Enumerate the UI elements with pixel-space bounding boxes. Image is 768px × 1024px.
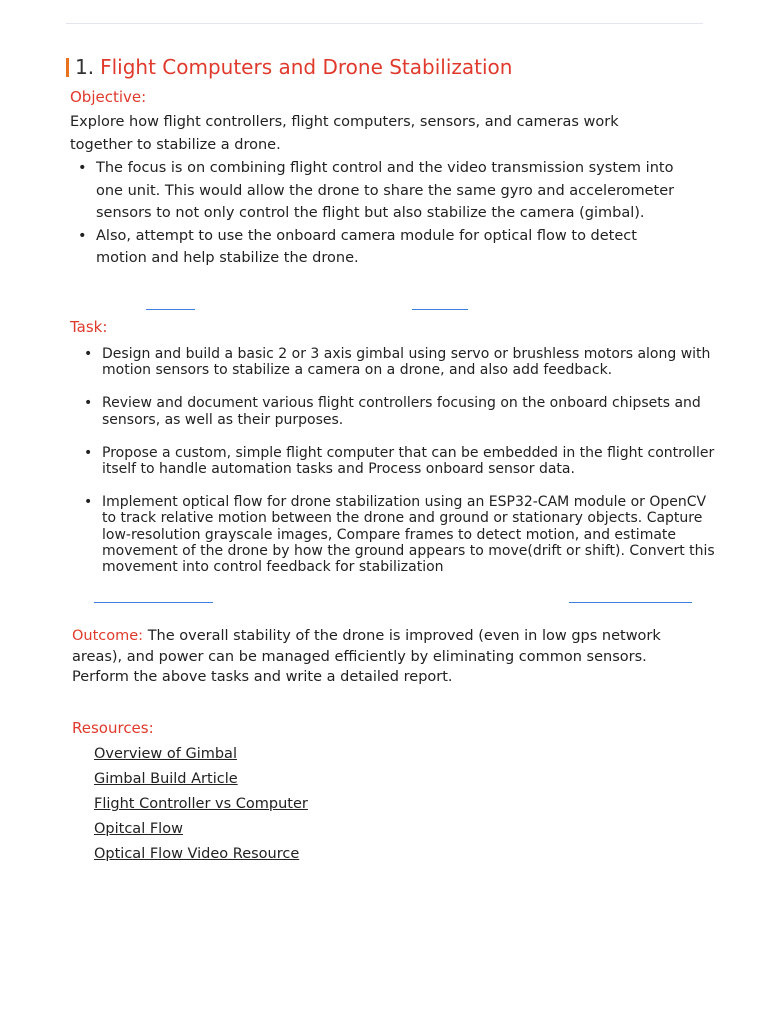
heading-accent-bar [66, 58, 69, 77]
resource-link-optical-flow-video[interactable]: Optical Flow Video Resource [94, 846, 300, 862]
bullet-icon: • [78, 227, 87, 244]
outcome-paragraph [72, 626, 702, 688]
bullet-icon: • [84, 494, 93, 511]
bullet-icon: • [84, 444, 93, 461]
task-label: Task: [70, 318, 108, 336]
bullet-icon: • [84, 346, 93, 362]
list-item: • Also, attempt to use the onboard camera module for optical flow to detect motion and help stabilize the drone. [96, 225, 676, 270]
resource-link-gimbal-overview[interactable]: Overview of Gimbal [94, 746, 237, 762]
section-heading [66, 55, 512, 79]
list-item: • Review and document various flight controllers focusing on the onboard chipsets and sensors, as well as their purposes. [84, 395, 701, 428]
task-bullet-list [84, 346, 722, 592]
resource-link-optical-flow[interactable]: Opitcal Flow [94, 821, 183, 837]
objective-intro: Explore how flight controllers, flight computers, sensors, and cameras work together to stabilize a drone. [70, 114, 619, 153]
link-underline [94, 602, 213, 603]
link-underline [569, 602, 692, 603]
list-item: • Design and build a basic 2 or 3 axis gimbal using servo or brushless motors along with motion sensors to stabilize a camera on a drone, and also add feedback. [84, 346, 711, 379]
objective-label: Objective: [70, 88, 147, 106]
top-divider [66, 23, 703, 24]
outcome-label: Outcome: [72, 628, 144, 644]
link-underline [146, 309, 195, 310]
resource-link-gimbal-build[interactable]: Gimbal Build Article [94, 771, 238, 787]
section-title: Flight Computers and Drone Stabilization [100, 55, 513, 79]
list-item: • Propose a custom, simple flight computer that can be embedded in the flight controller itself to handle automation tasks and Process onboard sensor data. [84, 444, 715, 478]
bullet-icon: • [84, 395, 93, 412]
resource-link-flight-controller[interactable]: Flight Controller vs Computer [94, 796, 308, 812]
bullet-icon: • [78, 160, 87, 176]
section-number: 1. [75, 55, 95, 79]
list-item: • Implement optical flow for drone stabilization using an ESP32-CAM module or OpenCV to track relative motion between the drone and ground or stationary objects. Capture low-resolution grayscale images, Compare frames to detect motion, and estimate movement of the drone by how the ground appears to move(drift or shift). Convert this movement into control feedback for stabilization [84, 494, 715, 576]
objective-bullet-list [78, 157, 676, 270]
resources-label: Resources: [72, 719, 154, 737]
link-underline [412, 309, 468, 310]
outcome-text: The overall stability of the drone is improved (even in low gps network areas), and power can be managed efficiently by eliminating common sensors. Perform the above tasks and write a detailed report. [72, 628, 661, 685]
list-item: • The focus is on combining flight control and the video transmission system into one unit. This would allow the drone to share the same gyro and accelerometer sensors to not only control the flight but also stabilize the camera (gimbal). [96, 157, 676, 225]
resource-links [94, 743, 308, 868]
